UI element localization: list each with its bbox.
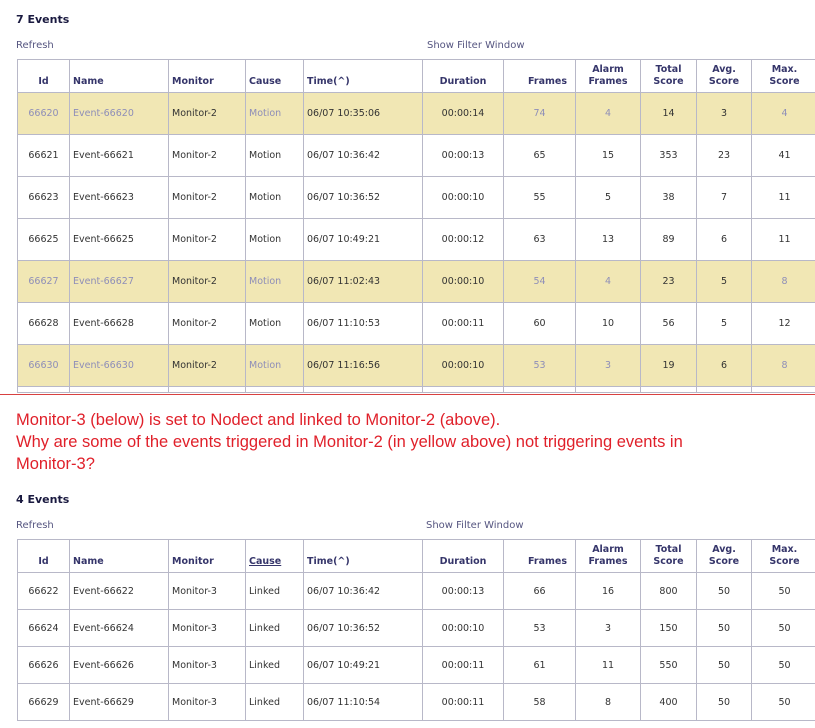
table-row[interactable]: [18, 647, 815, 684]
events-table-bottom: [17, 539, 815, 721]
events-table-top: [17, 59, 815, 393]
event-alarm-frames[interactable]: 5: [576, 177, 641, 219]
event-total-score: 56: [641, 303, 697, 345]
event-name[interactable]: Event-66626: [70, 647, 169, 684]
show-filter-window-link[interactable]: Show Filter Window: [427, 40, 525, 51]
event-avg-score: 50: [697, 647, 752, 684]
column-header-avg-score[interactable]: Avg. Score: [697, 540, 752, 573]
column-header-frames[interactable]: Frames: [504, 60, 576, 93]
event-avg-score: 6: [697, 345, 752, 387]
event-cause[interactable]: Motion: [246, 303, 304, 345]
note-line: Monitor-3?: [16, 455, 95, 473]
event-avg-score: 5: [697, 261, 752, 303]
event-frames[interactable]: 53: [504, 610, 576, 647]
note-line: Monitor-3 (below) is set to Nodect and linked to Monitor-2 (above).: [16, 411, 501, 429]
event-avg-score: 7: [697, 177, 752, 219]
event-alarm-frames[interactable]: 11: [576, 647, 641, 684]
event-time: 06/07 10:36:42: [304, 573, 423, 610]
event-time: 06/07 11:10:53: [304, 303, 423, 345]
event-max-score[interactable]: 41: [752, 135, 815, 177]
event-alarm-frames[interactable]: 4: [576, 261, 641, 303]
event-avg-score: 3: [697, 93, 752, 135]
event-cause[interactable]: Motion: [246, 177, 304, 219]
table-header-row: [18, 60, 815, 93]
column-header-time[interactable]: Time(^): [304, 540, 423, 573]
event-monitor[interactable]: Monitor-2: [169, 219, 246, 261]
column-header-cause[interactable]: Cause: [246, 540, 304, 573]
event-max-score[interactable]: 50: [752, 684, 815, 721]
event-total-score: 550: [641, 647, 697, 684]
annotation-divider: [0, 394, 815, 395]
event-cause[interactable]: Motion: [246, 93, 304, 135]
event-alarm-frames[interactable]: 10: [576, 303, 641, 345]
column-header-monitor[interactable]: Monitor: [169, 540, 246, 573]
event-id[interactable]: 66626: [18, 647, 70, 684]
event-name[interactable]: Event-66620: [70, 93, 169, 135]
event-name[interactable]: Event-66625: [70, 219, 169, 261]
event-cause[interactable]: Linked: [246, 684, 304, 721]
event-cause[interactable]: Motion: [246, 345, 304, 387]
table-row[interactable]: [18, 261, 815, 303]
event-monitor[interactable]: Monitor-2: [169, 135, 246, 177]
event-id[interactable]: 66620: [18, 93, 70, 135]
event-id[interactable]: 66622: [18, 573, 70, 610]
event-cause[interactable]: Linked: [246, 647, 304, 684]
table-row[interactable]: [18, 345, 815, 387]
event-id[interactable]: 66625: [18, 219, 70, 261]
event-time: 06/07 10:36:52: [304, 177, 423, 219]
event-time: 06/07 10:36:52: [304, 610, 423, 647]
table-row[interactable]: [18, 219, 815, 261]
refresh-link[interactable]: Refresh: [16, 520, 54, 531]
event-max-score[interactable]: 8: [752, 261, 815, 303]
event-max-score[interactable]: 4: [752, 93, 815, 135]
event-frames[interactable]: 61: [504, 647, 576, 684]
table-row[interactable]: [18, 177, 815, 219]
event-cause[interactable]: Motion: [246, 219, 304, 261]
event-time: 06/07 10:49:21: [304, 647, 423, 684]
column-header-avg-score[interactable]: Avg. Score: [697, 60, 752, 93]
event-alarm-frames[interactable]: 3: [576, 345, 641, 387]
column-header-name[interactable]: Name: [70, 540, 169, 573]
event-duration: 00:00:10: [423, 177, 504, 219]
event-alarm-frames[interactable]: 8: [576, 684, 641, 721]
event-max-score[interactable]: 50: [752, 573, 815, 610]
event-duration: 00:00:10: [423, 261, 504, 303]
event-max-score[interactable]: 50: [752, 610, 815, 647]
event-avg-score: 6: [697, 219, 752, 261]
event-avg-score: 50: [697, 684, 752, 721]
column-header-total-score[interactable]: Total Score: [641, 60, 697, 93]
event-duration: 00:00:10: [423, 345, 504, 387]
event-id[interactable]: 66628: [18, 303, 70, 345]
event-avg-score: 23: [697, 135, 752, 177]
event-avg-score: 50: [697, 573, 752, 610]
event-id[interactable]: 66627: [18, 261, 70, 303]
event-total-score: 800: [641, 573, 697, 610]
event-frames[interactable]: 74: [504, 93, 576, 135]
event-duration: 00:00:12: [423, 219, 504, 261]
column-header-max-score[interactable]: Max. Score: [752, 540, 815, 573]
event-name[interactable]: Event-66630: [70, 345, 169, 387]
events-count-heading: 7 Events: [16, 13, 70, 26]
show-filter-window-link[interactable]: Show Filter Window: [426, 520, 524, 531]
column-header-cause[interactable]: Cause: [246, 60, 304, 93]
event-cause[interactable]: Linked: [246, 573, 304, 610]
event-alarm-frames[interactable]: 15: [576, 135, 641, 177]
event-total-score: 19: [641, 345, 697, 387]
event-duration: 00:00:11: [423, 647, 504, 684]
table-row[interactable]: [18, 684, 815, 721]
event-total-score: 38: [641, 177, 697, 219]
event-name[interactable]: Event-66628: [70, 303, 169, 345]
event-frames[interactable]: 58: [504, 684, 576, 721]
table-row-partial: [18, 387, 815, 393]
event-monitor[interactable]: Monitor-3: [169, 647, 246, 684]
event-frames[interactable]: 66: [504, 573, 576, 610]
event-time: 06/07 10:35:06: [304, 93, 423, 135]
event-alarm-frames[interactable]: 13: [576, 219, 641, 261]
event-total-score: 400: [641, 684, 697, 721]
event-cause[interactable]: Linked: [246, 610, 304, 647]
annotation-note: [16, 409, 806, 475]
column-header-total-score[interactable]: Total Score: [641, 540, 697, 573]
column-header-duration[interactable]: Duration: [423, 540, 504, 573]
event-time: 06/07 11:16:56: [304, 345, 423, 387]
event-name[interactable]: Event-66624: [70, 610, 169, 647]
column-header-frames[interactable]: Frames: [504, 540, 576, 573]
note-line: Why are some of the events triggered in Monitor-2 (in yellow above) not triggering events in: [16, 433, 683, 451]
event-name[interactable]: Event-66623: [70, 177, 169, 219]
table-header-row: [18, 540, 815, 573]
event-id[interactable]: 66624: [18, 610, 70, 647]
event-duration: 00:00:13: [423, 573, 504, 610]
event-time: 06/07 10:49:21: [304, 219, 423, 261]
table-row[interactable]: [18, 573, 815, 610]
events-count-heading: 4 Events: [16, 493, 70, 506]
event-frames[interactable]: 63: [504, 219, 576, 261]
event-name[interactable]: Event-66627: [70, 261, 169, 303]
event-time: 06/07 10:36:42: [304, 135, 423, 177]
event-monitor[interactable]: Monitor-3: [169, 684, 246, 721]
table-row[interactable]: [18, 303, 815, 345]
column-header-monitor[interactable]: Monitor: [169, 60, 246, 93]
event-total-score: 353: [641, 135, 697, 177]
event-monitor[interactable]: Monitor-3: [169, 573, 246, 610]
event-avg-score: 50: [697, 610, 752, 647]
event-time: 06/07 11:10:54: [304, 684, 423, 721]
event-frames[interactable]: 53: [504, 345, 576, 387]
event-id[interactable]: 66621: [18, 135, 70, 177]
event-id[interactable]: 66623: [18, 177, 70, 219]
event-max-score[interactable]: 8: [752, 345, 815, 387]
event-monitor[interactable]: Monitor-2: [169, 303, 246, 345]
event-avg-score: 5: [697, 303, 752, 345]
event-duration: 00:00:14: [423, 93, 504, 135]
event-monitor[interactable]: Monitor-2: [169, 261, 246, 303]
event-max-score[interactable]: 11: [752, 219, 815, 261]
event-cause[interactable]: Motion: [246, 135, 304, 177]
event-name[interactable]: Event-66621: [70, 135, 169, 177]
event-total-score: 89: [641, 219, 697, 261]
event-monitor[interactable]: Monitor-3: [169, 610, 246, 647]
event-name[interactable]: Event-66629: [70, 684, 169, 721]
event-duration: 00:00:11: [423, 303, 504, 345]
event-duration: 00:00:11: [423, 684, 504, 721]
column-header-max-score[interactable]: Max. Score: [752, 60, 815, 93]
table-row[interactable]: [18, 135, 815, 177]
event-id[interactable]: 66629: [18, 684, 70, 721]
event-duration: 00:00:13: [423, 135, 504, 177]
event-frames[interactable]: 55: [504, 177, 576, 219]
table-row[interactable]: [18, 610, 815, 647]
event-total-score: 150: [641, 610, 697, 647]
event-max-score[interactable]: 11: [752, 177, 815, 219]
column-header-alarm-frames[interactable]: Alarm Frames: [576, 540, 641, 573]
event-frames[interactable]: 60: [504, 303, 576, 345]
event-name[interactable]: Event-66622: [70, 573, 169, 610]
column-header-time[interactable]: Time(^): [304, 60, 423, 93]
event-id[interactable]: 66630: [18, 345, 70, 387]
column-header-duration[interactable]: Duration: [423, 60, 504, 93]
event-frames[interactable]: 54: [504, 261, 576, 303]
column-header-id[interactable]: Id: [18, 60, 70, 93]
event-total-score: 23: [641, 261, 697, 303]
event-total-score: 14: [641, 93, 697, 135]
column-header-name[interactable]: Name: [70, 60, 169, 93]
event-duration: 00:00:10: [423, 610, 504, 647]
event-frames[interactable]: 65: [504, 135, 576, 177]
event-time: 06/07 11:02:43: [304, 261, 423, 303]
event-max-score[interactable]: 50: [752, 647, 815, 684]
event-alarm-frames[interactable]: 3: [576, 610, 641, 647]
event-monitor[interactable]: Monitor-2: [169, 177, 246, 219]
event-monitor[interactable]: Monitor-2: [169, 345, 246, 387]
event-monitor[interactable]: Monitor-2: [169, 93, 246, 135]
event-max-score[interactable]: 12: [752, 303, 815, 345]
event-cause[interactable]: Motion: [246, 261, 304, 303]
column-header-alarm-frames[interactable]: Alarm Frames: [576, 60, 641, 93]
event-alarm-frames[interactable]: 4: [576, 93, 641, 135]
column-header-id[interactable]: Id: [18, 540, 70, 573]
event-alarm-frames[interactable]: 16: [576, 573, 641, 610]
table-row[interactable]: [18, 93, 815, 135]
refresh-link[interactable]: Refresh: [16, 40, 54, 51]
